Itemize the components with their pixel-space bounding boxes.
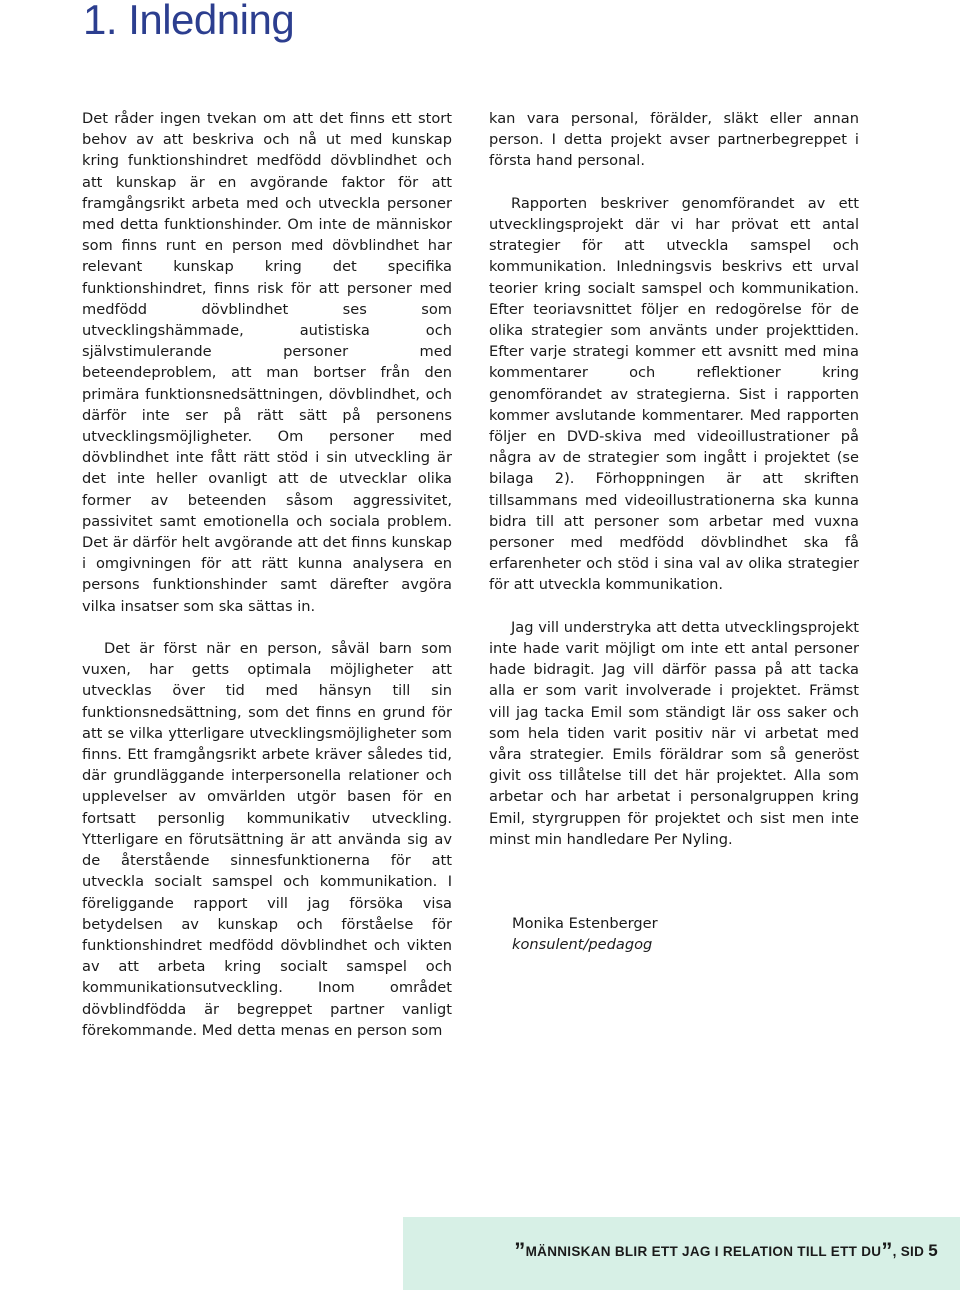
footer-page-prefix: , SID [892,1244,925,1259]
paragraph: Det är först när en person, såväl barn som vuxen, har getts optimala möjligheter att utvecklas över tid med hänsyn till sin funktionsnedsättning, som det finns en grund för att se vilka ytterligare utvecklingsmöjligheter som finns. Ett framgångsrikt arbete kräver således tid, där grundläggande interpersonella relationer och upplevelser av omvärlden utgör basen för en fortsatt personlig kommunikativ utveckling. Ytterligare en förutsättning är att använda sig av de återstående sinnesfunktionerna för att utveckla socialt samspel och kommunikation. I föreliggande rapport vill jag försöka visa betydelsen av kunskap och förståelse för funktionshindret medfödd dövblindhet och vikten av att arbeta kring socialt samspel och kommunikationsutveckling. Inom området dövblindfödda är begreppet partner vanligt förekommande. Med detta menas en person som [82,640,452,1039]
paragraph: kan vara personal, förälder, släkt eller annan person. I detta projekt avser partnerbegreppet i första hand personal. [489,110,859,170]
footer-band [403,1217,960,1290]
page-number: 5 [928,1241,938,1260]
paragraph: Jag vill understryka att detta utvecklingsprojekt inte hade varit möjligt om inte ett antal personer hade bidragit. Jag vill därför passa på att tacka alla er som varit involverade i projektet. Främst vill jag tacka Emil som ständigt lär oss saker och som hela tiden varit positiv när vi arbetat med våra strategier. Emils föräldrar som så generöst givit oss tillåtelse till det här projektet. Alla som arbetar och har arbetat i personalgruppen kring Emil, styrgruppen för projektet och sist men inte minst min handledare Per Nyling. [489,618,859,848]
footer-title: MÄNNISKAN BLIR ETT JAG I RELATION TILL ETT DU [525,1244,882,1259]
signature-name: Monika Estenberger [512,915,658,933]
signature-role: konsulent/pedagog [512,936,653,954]
signature [489,913,859,955]
left-column [82,108,452,1041]
running-footer [514,1238,938,1263]
right-column [489,108,859,955]
footer-open-quote: ” [514,1238,526,1263]
paragraph: Rapporten beskriver genomförandet av ett utvecklingsprojekt där vi har prövat ett antal strategier för att utveckla samspel och kommunikation. Inledningsvis beskrivs ett urval teorier kring socialt samspel och kommunikation. Efter teoriavsnittet följer en redogörelse för de olika strategier som använts under projekttiden. Efter varje strategi kommer ett avsnitt med mina kommentarer och reflektioner kring genomförandet av strategierna. Sist i rapporten kommer avslutande kommentarer. Med rapporten följer en DVD-skiva med videoillustrationer på några av de strategier som ingått i projektet (se bilaga 2). Förhoppningen är att skriften tillsammans med videoillustrationerna ska kunna bidra till att personer som arbetar med vuxna personer med medfödd dövblindhet ska få erfarenheter och stöd i sina val av olika strategier för att utveckla kommunikation. [489,194,859,594]
footer-close-quote: ” [881,1238,893,1263]
chapter-title: 1. Inledning [83,0,295,43]
paragraph: Det råder ingen tvekan om att det finns ett stort behov av att beskriva och nå ut med kunskap kring funktionshindret medfödd dövblindhet och att kunskap är en avgörande faktor för att framgångsrikt arbeta med och utveckla personer med detta funktionshinder. Om inte de människor som finns runt en person med dövblindhet har relevant kunskap kring det specifika funktionshindret, finns risk för att personer med medfödd dövblindhet ses som utvecklingshämmade, autistiska och självstimulerande personer med beteendeproblem, att man bortser från den primära funktionsnedsättningen, dövblindhet, och därför inte ser på rätt sätt på personens utvecklingsmöjligheter. Om personer med dövblindhet inte fått rätt stöd i sin utveckling är det inte heller ovanligt att de utvecklar olika former av beteenden såsom aggressivitet, passivitet samt emotionella och sociala problem. Det är därför helt avgörande att det finns kunskap i omgivningen för att rätt kunna analysera en persons funktionshinder samt därefter avgöra vilka insatser som ska sättas in. [82,110,452,615]
